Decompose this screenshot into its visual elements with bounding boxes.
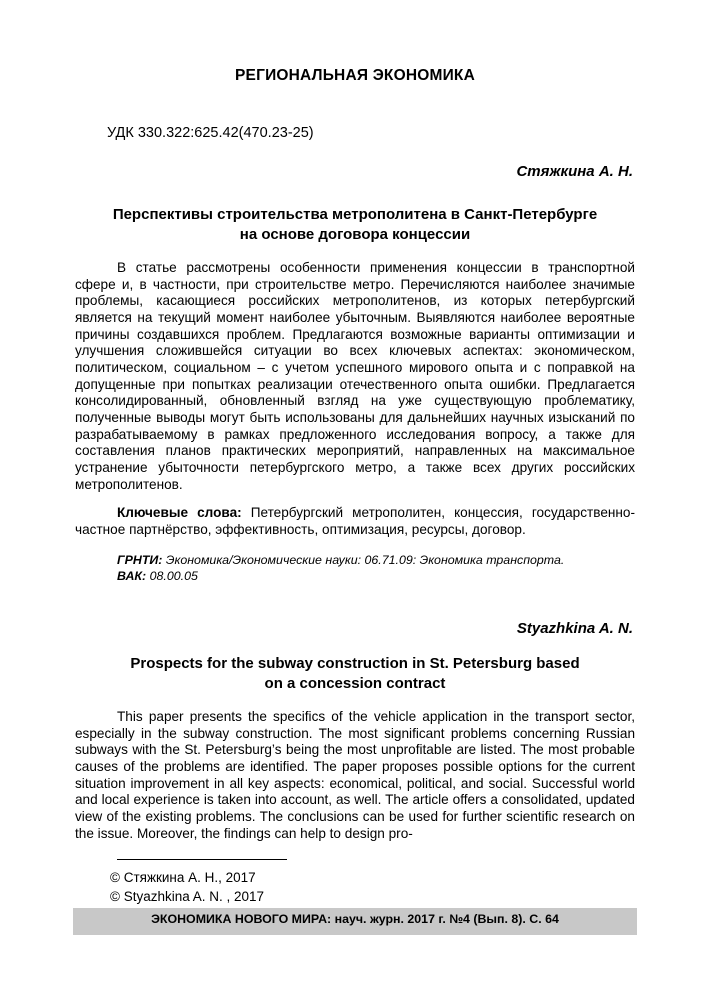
keywords-label: Ключевые слова: (117, 505, 242, 520)
footnote-divider (117, 859, 287, 860)
author-en: Styazhkina A. N. (516, 620, 633, 637)
grnti-line (117, 553, 564, 567)
section-heading: РЕГИОНАЛЬНАЯ ЭКОНОМИКА (235, 67, 475, 84)
keywords-text: Петербургский метрополитен, концессия, государственно-частное партнёрство, эффективность, оптимизация, ресурсы, договор. (75, 505, 636, 537)
title-en-line-2: on a concession contract (264, 675, 446, 692)
abstract-ru (75, 260, 635, 493)
article-title-en (75, 654, 635, 694)
keywords-ru (75, 505, 635, 538)
grnti-label: ГРНТИ: (117, 553, 163, 567)
vak-line (117, 569, 198, 583)
journal-footer: ЭКОНОМИКА НОВОГО МИРА: науч. журн. 2017 г. №4 (Вып. 8). С. 64 (73, 908, 637, 935)
vak-label: ВАК: (117, 569, 147, 583)
vak-text: 08.00.05 (149, 569, 198, 583)
abstract-en (75, 709, 635, 842)
abstract-ru-text: В статье рассмотрены особенности применения концессии в транспортной сфере и, в частности, при строительстве метро. Перечисляются наиболее значимые проблемы, касающиеся российских метрополитенов, из которых петербургский является на текущий момент наиболее убыточным. Выявляются наиболее вероятные причины создавшихся проблем. Предлагаются возможные варианты оптимизации и улучшения сложившейся ситуации во всех ключевых аспектах: экономическом, политическом, социальном – с учетом успешного мирового опыта и с поправкой на допущенные при попытках реализации отечественного опыта ошибки. Предлагается консолидированный, обновленный взгляд на уже существующую проблематику, полученные выводы могут быть использованы для дальнейших научных изысканий по разрабатываемому в рамках предложенного исследования вопросу, а также для составления планов практических мероприятий, направленных на максимальное устранение убыточности петербургского метро, а также всех других российских метрополитенов. (75, 260, 635, 492)
udc-code: УДК 330.322:625.42(470.23-25) (107, 125, 314, 141)
author-ru: Стяжкина А. Н. (516, 163, 633, 180)
title-ru-line-1: Перспективы строительства метрополитена в Санкт-Петербурге (112, 206, 598, 223)
article-title-ru (75, 205, 635, 245)
title-en-line-1: Prospects for the subway construction in St. Petersburg based (130, 655, 580, 672)
copyright-ru: © Стяжкина А. Н., 2017 (110, 870, 256, 885)
title-ru-line-2: на основе договора концессии (239, 226, 471, 243)
copyright-en: © Styazhkina A. N. , 2017 (110, 889, 265, 904)
grnti-text: Экономика/Экономические науки: 06.71.09: Экономика транспорта. (165, 553, 565, 567)
abstract-en-text: This paper presents the specifics of the vehicle application in the transport sector, especially in the subway construction. The most significant problems concerning Russian subways with the St. Petersburg’s being the most unprofitable are listed. The most probable causes of the problems are identified. The paper proposes possible options for the current situation improvement in all key aspects: economical, political, and social. Successful world and local experience is taken into account, as well. The article offers a consolidated, updated view of the existing problems. The conclusions can be used for further scientific research on the issue. Moreover, the findings can help to design pro- (75, 709, 635, 841)
